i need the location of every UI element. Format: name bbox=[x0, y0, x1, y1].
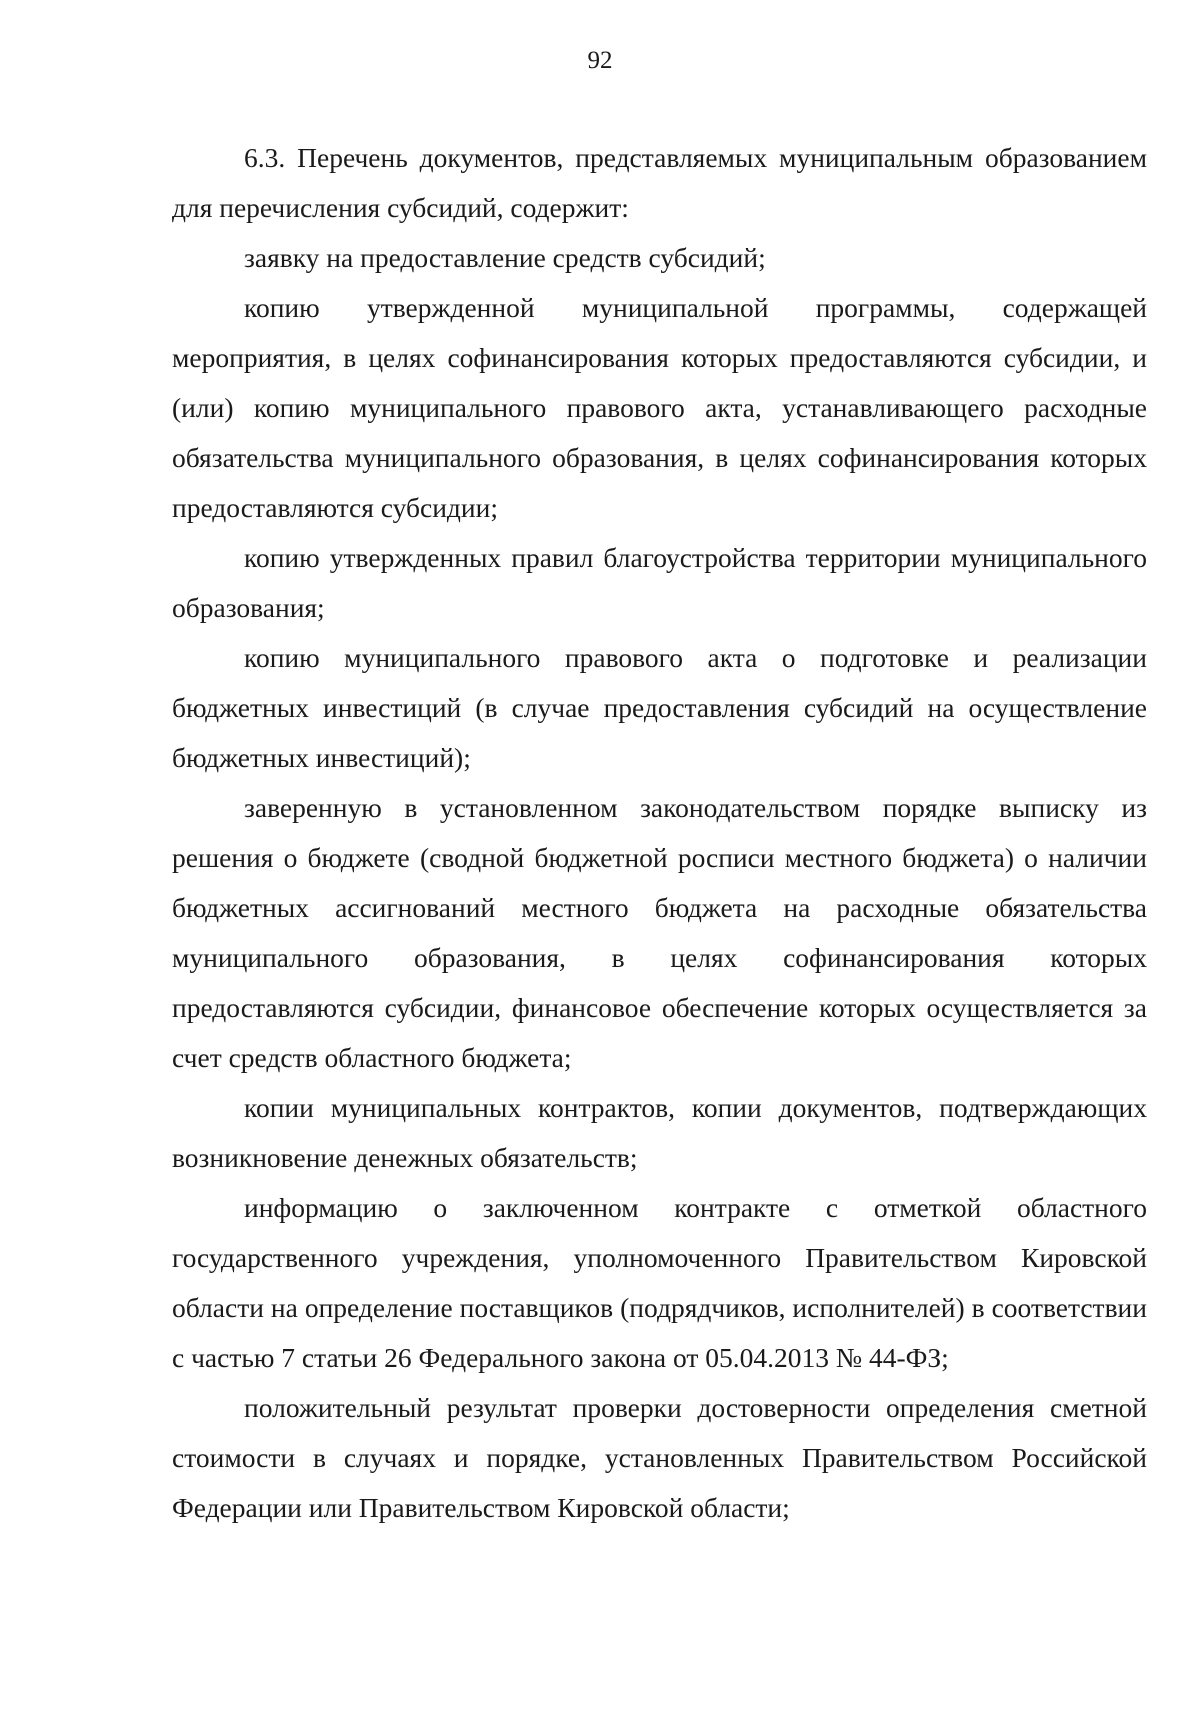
paragraph-application: заявку на предоставление средств субсидий; bbox=[244, 242, 766, 273]
page-number: 92 bbox=[587, 47, 613, 74]
paragraph-list-intro: 6.3. Перечень документов, представляемых муниципальным образованием для перечисления субсидий, содержит: bbox=[172, 142, 1147, 223]
paragraph-contract-info: информацию о заключенном контракте с отметкой областного государственного учреждения, уполномоченного Правительством Кировской области на определение поставщиков (подрядчиков, исполнителей) в соответствии с частью 7 статьи 26 Федерального закона от 05.04.2013 № 44-ФЗ; bbox=[172, 1192, 1147, 1373]
paragraph-municipal-program: копию утвержденной муниципальной программы, содержащей мероприятия, в целях софинансирования которых предоставляются субсидии, и (или) копию муниципального правового акта, устанавливающего расходные обязательства муниципального образования, в целях софинансирования которых предоставляются субсидии; bbox=[172, 292, 1147, 523]
paragraph-investment-act: копию муниципального правового акта о подготовке и реализации бюджетных инвестиций (в случае предоставления субсидий на осуществление бюджетных инвестиций); bbox=[172, 642, 1147, 773]
document-body bbox=[172, 133, 1147, 1533]
paragraph-budget-extract: заверенную в установленном законодательством порядке выписку из решения о бюджете (сводной бюджетной росписи местного бюджета) о наличии бюджетных ассигнований местного бюджета на расходные обязательства муниципального образования, в целях софинансирования которых предоставляются субсидии, финансовое обеспечение которых осуществляется за счет средств областного бюджета; bbox=[172, 792, 1147, 1073]
paragraph-estimate-check: положительный результат проверки достоверности определения сметной стоимости в случаях и порядке, установленных Правительством Российской Федерации или Правительством Кировской области; bbox=[172, 1392, 1147, 1523]
paragraph-contracts: копии муниципальных контрактов, копии документов, подтверждающих возникновение денежных обязательств; bbox=[172, 1092, 1147, 1173]
paragraph-improvement-rules: копию утвержденных правил благоустройства территории муниципального образования; bbox=[172, 542, 1147, 623]
